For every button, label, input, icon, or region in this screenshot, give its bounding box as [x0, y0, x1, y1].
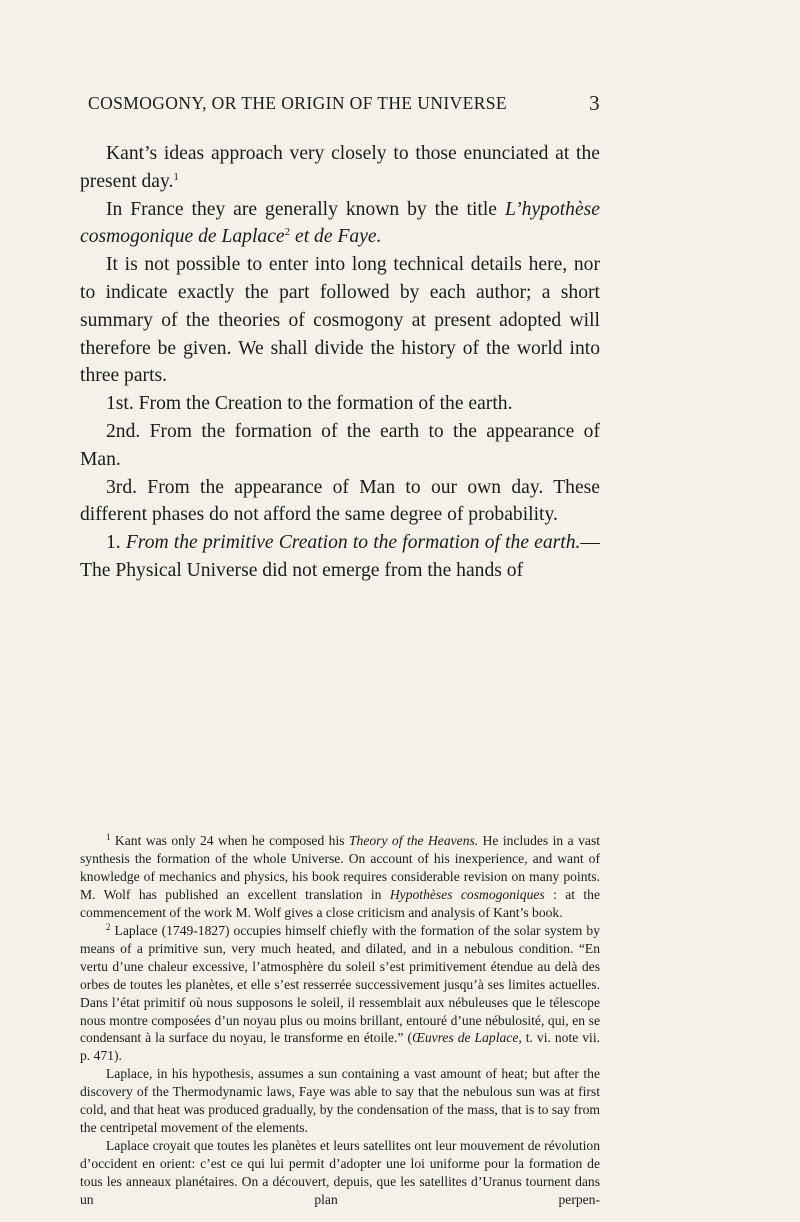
- paragraph-part-2: 2nd. From the formation of the earth to the appearance of Man.: [80, 420, 600, 470]
- footnotes: [80, 832, 600, 1209]
- running-header: [88, 93, 600, 117]
- footnote-ref-2: 2: [284, 226, 291, 239]
- footnote-1: $^1$ Kant was only 24 when he composed his Theory of the Heavens. He includes in a vast synthesis the formation of the whole Universe. On account of his inexperience, and want of knowledge of mechanics and physics, his book requires considerable revision on many points. M. Wolf has published an excellent translation in Hypothèses cosmogoniques : at the commencement of the work M. Wolf gives a close criticism and analysis of Kant’s book.: [80, 832, 601, 920]
- page-number: 3: [589, 91, 600, 115]
- footnote-2-continued: Laplace, in his hypothesis, assumes a sun containing a vast amount of heat; but after the discovery of the Thermodynamic laws, Faye was able to say that the nebulous sun was at first cold, and that heat was produced gradually, by the condensation of the mass, that is to say from the centripetal movement of the elements.: [80, 1066, 600, 1136]
- paragraph-kant: Kant’s ideas approach very closely to those enunciated at the present day.$^1$: [80, 143, 600, 192]
- footnote-2: $^2$ Laplace (1749-1827) occupies himself chiefly with the formation of the solar system by means of a primitive sun, very much heated, and dilated, and in a nebulous condition. “En vertu d’une chaleur excessive, l’atmosphère du soleil s’est primitivement étendue au delà des orbes de toutes les planètes, et elle s’est resserrée successivement jusqu’à ses limites actuelles. Dans l’état primitif où nous supposons le soleil, il ressemblait aux nébuleuses que le télescope nous montre composées d’un noyau plus ou moins brillant, entouré d’une nébulosité, qui, en se condensant à la surface du noyau, le transforme en étoile.” (Œuvres de Laplace, t. vi. note vii. p. 471).: [80, 921, 600, 1064]
- section-heading-primitive-creation: 1. From the primitive Creation to the formation of the earth.—The Physical Universe did not emerge from the hands of: [80, 532, 601, 581]
- footnote-2-french: Laplace croyait que toutes les planètes et leurs satellites ont leur mouvement de révolution d’occident en orient: c’est ce qui lui permit d’adopter une loi uniforme pour la formation de tous les anneaux planétaires. On a découvert, depuis, que les satellites d’Uranus tournent dans un plan perpen-: [80, 1138, 600, 1208]
- paragraph-france: In France they are generally known by the title L’hypothèse cosmogonique de Laplace$^2$ et de Faye.: [80, 198, 600, 248]
- running-title: COSMOGONY, OR THE ORIGIN OF THE UNIVERSE: [88, 93, 508, 113]
- paragraph-summary: It is not possible to enter into long technical details here, nor to indicate exactly the part followed by each author; a short summary of the theories of cosmogony at present adopted will therefore be given. We shall divide the history of the world into three parts.: [80, 254, 600, 387]
- main-text: [80, 140, 600, 585]
- paragraph-part-3: 3rd. From the appearance of Man to our own day. These different phases do not afford the same degree of probability.: [80, 476, 600, 526]
- paragraph-part-1: 1st. From the Creation to the formation of the earth.: [106, 393, 513, 415]
- footnote-ref-1: 1: [173, 170, 179, 183]
